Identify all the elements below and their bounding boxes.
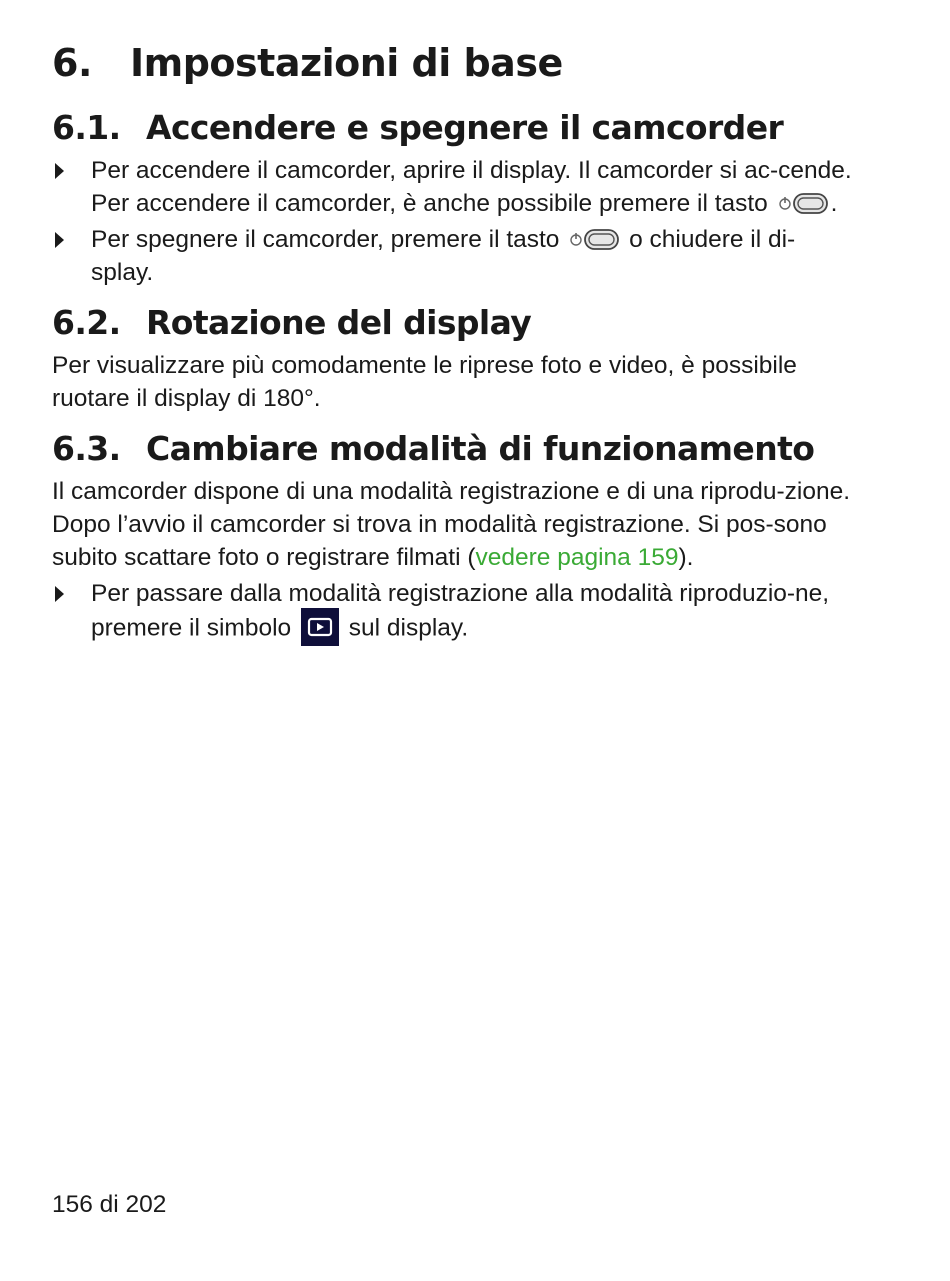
power-button-icon xyxy=(568,227,620,251)
chapter-number: 6. xyxy=(52,41,92,85)
section-6-3 xyxy=(52,429,852,648)
section-number: 6.2. xyxy=(52,303,121,342)
section-title: Cambiare modalità di funzionamento xyxy=(146,429,815,468)
section-6-2 xyxy=(52,303,852,415)
chapter-heading xyxy=(52,40,852,86)
paragraph-text-end: ). xyxy=(678,544,694,571)
section-number: 6.1. xyxy=(52,108,121,147)
bullet-text-end: o chiudere il di-splay. xyxy=(91,226,796,286)
bullet-arrow-icon xyxy=(55,232,64,248)
list-item xyxy=(52,223,852,289)
section-title: Accendere e spegnere il camcorder xyxy=(146,108,784,147)
section-heading xyxy=(52,429,852,469)
bullet-text-end: . xyxy=(830,190,838,217)
chapter-title: Impostazioni di base xyxy=(130,41,563,85)
bullet-text-end: sul display. xyxy=(348,614,469,642)
list-item xyxy=(52,154,852,220)
section-6-1 xyxy=(52,108,852,289)
bullet-text: Per spegnere il camcorder, premere il tasto xyxy=(91,226,560,253)
section-heading xyxy=(52,303,852,343)
bullet-arrow-icon xyxy=(55,163,64,179)
bullet-text: Per passare dalla modalità registrazione alla modalità riproduzio-ne, premere il simbolo xyxy=(91,580,830,642)
page-number: 156 di 202 xyxy=(52,1191,167,1218)
bullet-text: Per accendere il camcorder, aprire il display. Il camcorder si ac-cende. Per accendere il camcorder, è anche possibile premere il tasto xyxy=(91,157,852,217)
page-reference-link[interactable]: vedere pagina 159 xyxy=(475,544,679,571)
bullet-arrow-icon xyxy=(55,586,64,602)
power-button-icon xyxy=(777,191,829,215)
paragraph xyxy=(52,508,852,574)
section-heading xyxy=(52,108,852,148)
list-item xyxy=(52,577,852,648)
section-title: Rotazione del display xyxy=(146,303,532,342)
page-content xyxy=(52,40,852,662)
paragraph: Il camcorder dispone di una modalità registrazione e di una riprodu-zione. xyxy=(52,478,851,505)
section-number: 6.3. xyxy=(52,429,121,468)
paragraph: Per visualizzare più comodamente le riprese foto e video, è possibile ruotare il display di 180°. xyxy=(52,352,797,412)
playback-icon xyxy=(301,608,339,646)
paragraph-text: Dopo l’avvio il camcorder si trova in modalità registrazione. Si pos-sono subito scattare foto o registrare filmati ( xyxy=(52,511,827,571)
